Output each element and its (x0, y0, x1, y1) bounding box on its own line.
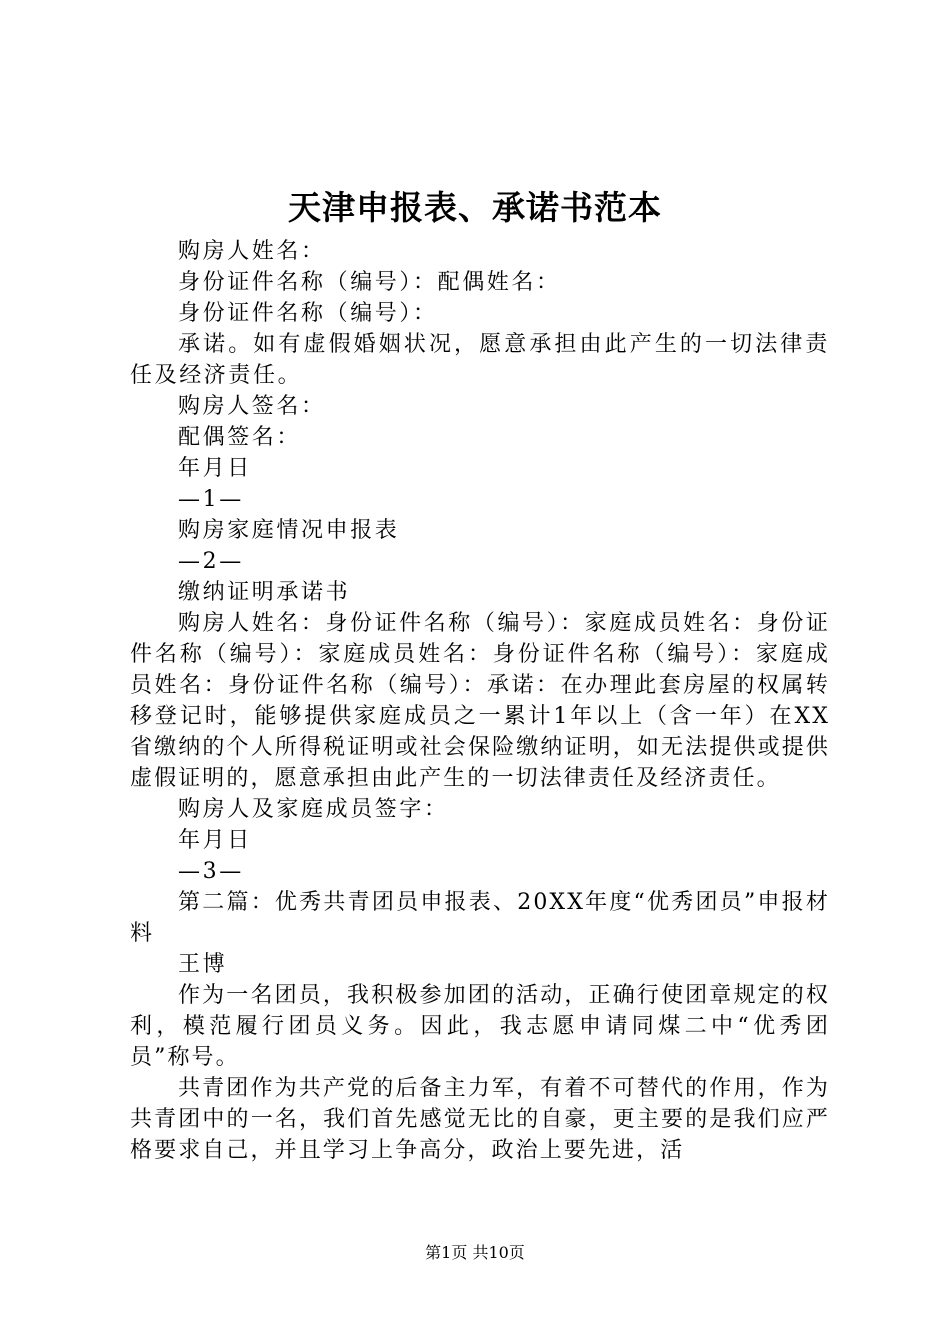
paragraph: 承诺。如有虚假婚姻状况，愿意承担由此产生的一切法律责任及经济责任。 (130, 332, 830, 388)
paragraph: 购房人签名： (178, 394, 326, 419)
page-footer: 第1页 共10页 (425, 1243, 525, 1262)
paragraph: 购房人姓名：身份证件名称（编号）：家庭成员姓名：身份证件名称（编号）：家庭成员姓名：身份证件名称（编号）：家庭成员姓名：身份证件名称（编号）：承诺：在办理此套房屋的权属转移登记时，能够提供家庭成员之一累计1年以上（含一年）在XX省缴纳的个人所得税证明或社会保险缴纳证明，如无法提供或提供虚假证明的，愿意承担由此产生的一切法律责任及经济责任。 (130, 611, 830, 791)
paragraph: 身份证件名称（编号）： (178, 301, 438, 326)
section-heading: 第二篇：优秀共青团员申报表、20XX年度“优秀团员”申报材料 (130, 890, 830, 946)
page-marker: —2— (178, 549, 244, 574)
section-heading: 缴纳证明承诺书 (178, 580, 351, 605)
paragraph: 配偶签名： (178, 425, 302, 450)
document-body (130, 236, 830, 1166)
paragraph: 购房人姓名： (178, 239, 326, 264)
paragraph: 年月日 (178, 828, 252, 853)
section-heading: 购房家庭情况申报表 (178, 518, 400, 543)
page-marker: —3— (178, 859, 244, 884)
paragraph: 共青团作为共产党的后备主力军，有着不可替代的作用，作为共青团中的一名，我们首先感觉无比的自豪，更主要的是我们应严格要求自己，并且学习上争高分，政治上要先进，活 (130, 1076, 830, 1163)
page-marker: —1— (178, 487, 244, 512)
paragraph: 作为一名团员，我积极参加团的活动，正确行使团章规定的权利，模范履行团员义务。因此，我志愿申请同煤二中“优秀团员”称号。 (130, 983, 830, 1070)
paragraph: 年月日 (178, 456, 252, 481)
paragraph: 购房人及家庭成员签字： (178, 797, 449, 822)
document-title: 天津申报表、承诺书范本 (288, 188, 662, 227)
paragraph: 身份证件名称（编号）：配偶姓名： (178, 270, 561, 295)
author-name: 王博 (178, 952, 228, 977)
